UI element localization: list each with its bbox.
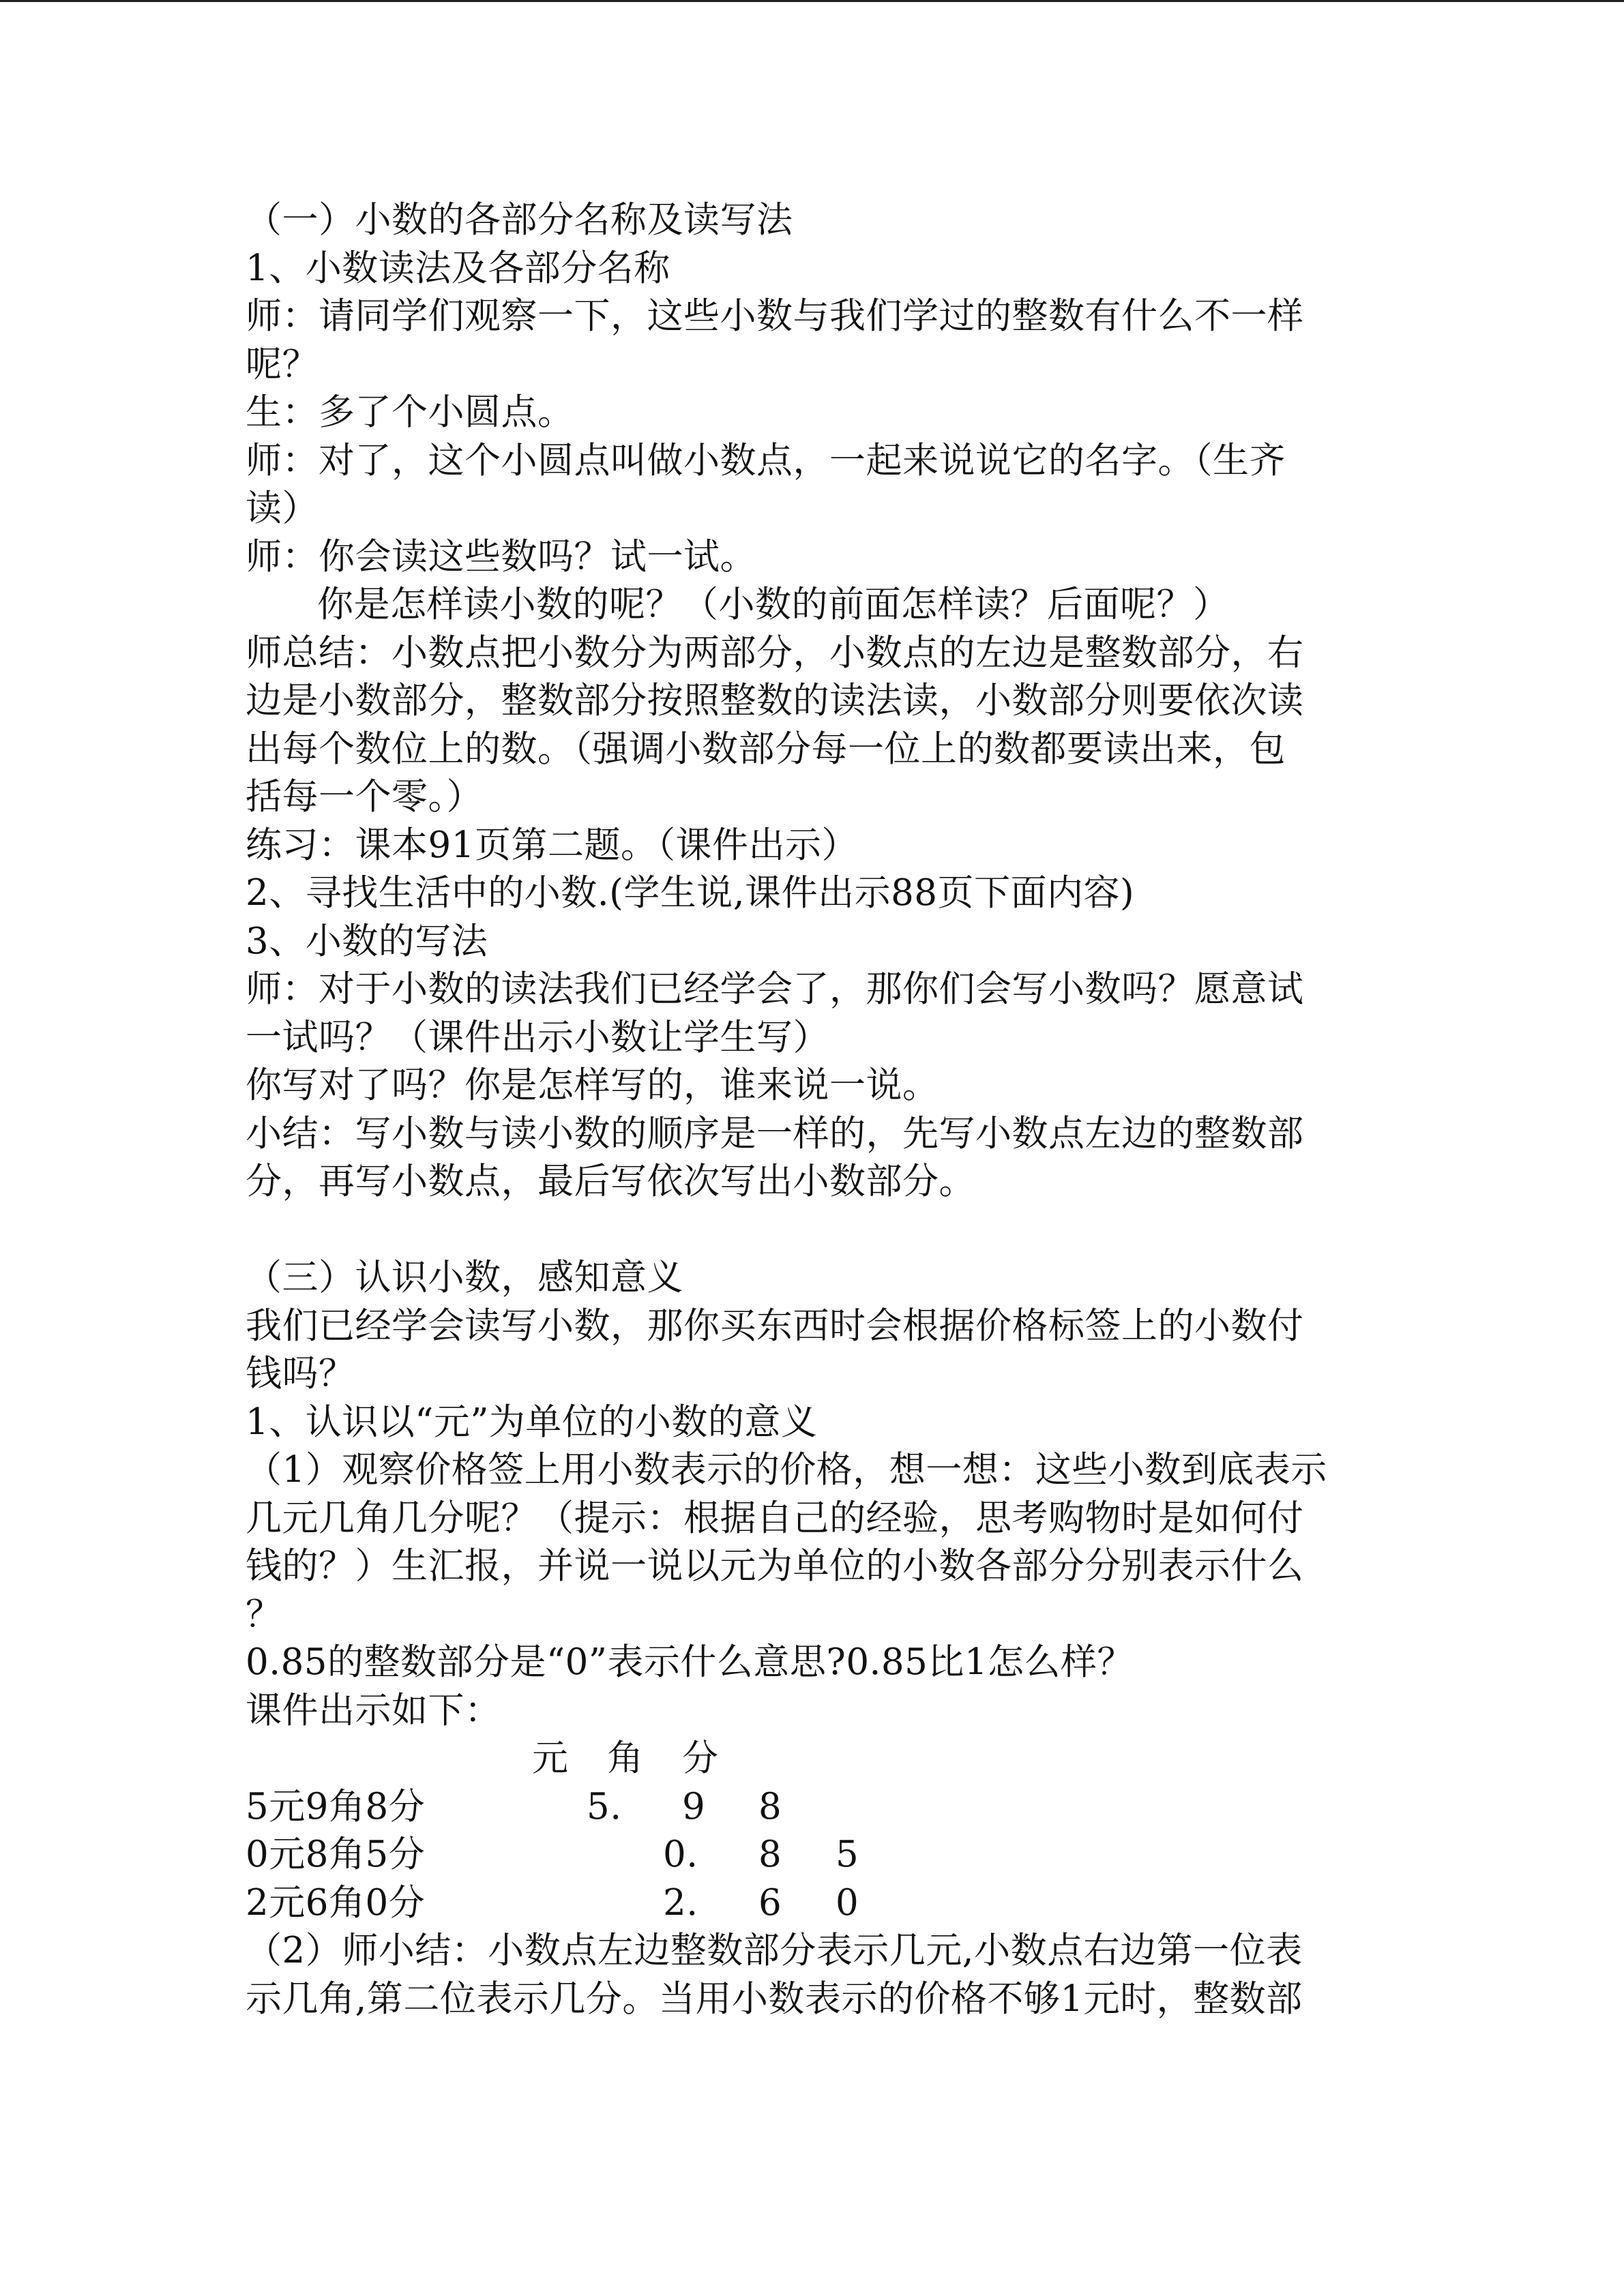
blank-line (246, 1206, 1364, 1255)
text-line: （2）师小结：小数点左边整数部分表示几元,小数点右边第一位表 (246, 1930, 1303, 1971)
row-label: 0元8角5分 (246, 1834, 426, 1875)
indented-text-line: 你是怎样读小数的呢？（小数的前面怎样读？后面呢？） (317, 584, 1230, 625)
text-line: 示几角,第二位表示几分。当用小数表示的价格不够1元时，整数部 (246, 1978, 1303, 2020)
text-line: （1）观察价格签上用小数表示的价格，想一想：这些小数到底表示 (246, 1449, 1327, 1491)
text-line: 读） (246, 488, 319, 529)
text-line: 几元几角几分呢？（提示：根据自己的经验，思考购物时是如何付 (246, 1497, 1304, 1539)
text-line: 0.85的整数部分是“0”表示什么意思?0.85比1怎么样？ (246, 1641, 1134, 1683)
text-line: 括每一个零。） (246, 776, 483, 818)
price-table-row (246, 1783, 1364, 1832)
text-line: 师总结：小数点把小数分为两部分，小数点的左边是整数部分，右 (246, 631, 1304, 674)
subsection-heading: 1、认识以“元”为单位的小数的意义 (246, 1401, 818, 1443)
text-line: 师：你会读这些数吗？试一试。 (246, 535, 756, 578)
text-line: 小结：写小数与读小数的顺序是一样的，先写小数点左边的整数部 (246, 1112, 1304, 1154)
section-heading-3: （三）认识小数，感知意义 (246, 1257, 683, 1298)
text-line: 钱的？）生汇报，并说一说以元为单位的小数各部分分别表示什么 (246, 1545, 1304, 1587)
text-line: 师：请同学们观察一下，这些小数与我们学过的整数有什么不一样 (246, 295, 1304, 337)
jiao-digit: 9 (682, 1785, 706, 1828)
header-fen: 分 (682, 1738, 719, 1779)
header-jiao: 角 (607, 1738, 644, 1779)
text-line: 出每个数位上的数。（强调小数部分每一位上的数都要读出来，包 (246, 728, 1286, 770)
subsection-heading: 3、小数的写法 (246, 920, 488, 962)
text-line: 生：多了个小圆点。 (246, 391, 574, 433)
row-label: 2元6角0分 (246, 1881, 426, 1924)
text-line: 呢？ (246, 343, 319, 385)
text-line: 分，再写小数点，最后写依次写出小数部分。 (246, 1161, 975, 1202)
text-line: 边是小数部分，整数部分按照整数的读法读，小数部分则要依次读 (246, 680, 1304, 721)
fen-digit: 0 (836, 1881, 859, 1924)
text-line: 一试吗？（课件出示小数让学生写） (246, 1016, 829, 1058)
document-body (246, 196, 1364, 2023)
price-table-row (246, 1831, 1364, 1879)
text-line: 师：对了，这个小圆点叫做小数点，一起来说说它的名字。（生齐 (246, 439, 1286, 481)
text-line: ？ (246, 1593, 282, 1635)
text-line: 师：对于小数的读法我们已经学会了，那你们会写小数吗？愿意试 (246, 968, 1304, 1010)
fen-digit: 5 (836, 1834, 859, 1875)
header-yuan: 元 (532, 1738, 569, 1779)
jiao-digit: 6 (758, 1881, 782, 1924)
section-heading-1: （一）小数的各部分名称及读写法 (246, 199, 793, 241)
yuan-digit: 2. (663, 1881, 698, 1924)
text-line: 钱吗？ (246, 1353, 355, 1395)
subsection-heading: 1、小数读法及各部分名称 (246, 247, 670, 289)
text-line: 课件出示如下： (246, 1689, 501, 1731)
text-line: 我们已经学会读写小数，那你买东西时会根据价格标签上的小数付 (246, 1304, 1304, 1347)
jiao-digit: 8 (758, 1834, 782, 1875)
text-line: 你写对了吗？你是怎样写的，谁来说一说。 (246, 1064, 939, 1106)
row-label: 5元9角8分 (246, 1785, 426, 1828)
yuan-digit: 0. (663, 1834, 698, 1875)
fen-digit: 8 (758, 1785, 782, 1828)
price-table-header (246, 1735, 1364, 1783)
yuan-digit: 5. (587, 1785, 622, 1828)
price-table-row (246, 1879, 1364, 1928)
page-top-border (0, 0, 1624, 2)
subsection-heading: 2、寻找生活中的小数.(学生说,课件出示88页下面内容) (246, 872, 1135, 914)
text-line: 练习：课本91页第二题。（课件出示） (246, 824, 858, 866)
